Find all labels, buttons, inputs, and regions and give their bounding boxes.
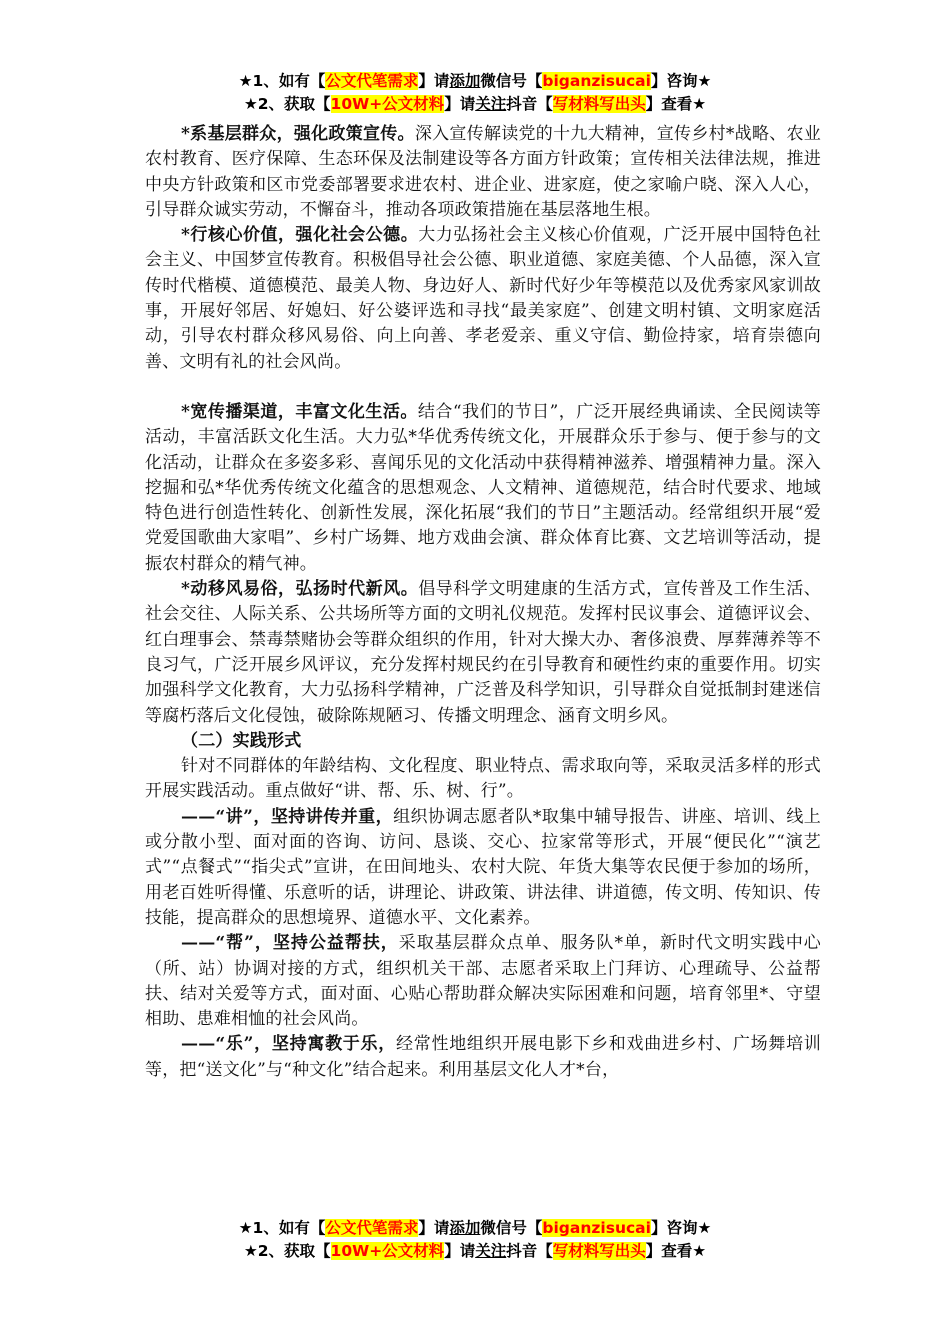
banner-line-2 [0,1240,950,1263]
paragraph-heading: *动移风易俗，弘扬时代新风。 [181,579,419,600]
banner-text: 】请 [418,1219,450,1237]
highlight-text: 10W+公文材料 [330,1242,445,1260]
paragraph-heading: *宽传播渠道，丰富文化生活。 [181,401,418,422]
section-title: （二）实践形式 [181,730,302,751]
banner-text: 抖音【 [506,1242,553,1260]
douyin-id-highlight: 写材料写出头 [552,95,646,113]
paragraph [145,931,821,1032]
paragraph-text: 组织协调志愿者队*取集中辅导报告、讲座、培训、线上或分散小型、面对面的咨询、访问、恳谈、交心、拉家常等形式，开展“便民化”“演艺式”“点餐式”“指尖式”宣讲，在田间地头、农村大院、年货大集等农民便于参加的场所，用老百姓听得懂、乐意听的话，讲理论、讲政策、讲法律、讲道德，传文明、传知识、传技能，提高群众的思想境界、道德水平、文化素养。 [145,806,821,928]
wechat-id-highlight: biganzisucai [542,72,651,90]
paragraph-heading: *系基层群众，强化政策宣传。 [181,124,415,144]
banner-text: 微信号【 [480,1219,543,1237]
highlight-text: 10W+公文材料 [330,95,445,113]
paragraph-heading: ——“帮”，坚持公益帮扶， [181,933,399,954]
paragraph-text: 大力弘扬社会主义核心价值观，广泛开展中国特色社会主义、中国梦宣传教育。积极倡导社会公德、职业道德、家庭美德、个人品德，深入宣传时代楷模、道德模范、最美人物、身边好人、新时代好少年等模范以及优秀家风家训故事，开展好邻居、好媳妇、好公婆评选和寻找“最美家庭”、创建文明村镇、文明家庭活动，引导农村群众移风易俗、向上向善、孝老爱亲、重义守信、勤俭持家，培育崇德向善、文明有礼的社会风尚。 [145,225,821,372]
underlined-text: 关注 [475,95,507,113]
underlined-text: 添加 [449,1219,481,1237]
paragraph-heading: ——“讲”，坚持讲传并重， [181,806,394,827]
wechat-id-highlight: biganzisucai [542,1219,651,1237]
paragraph-text: 经常性地组织开展电影下乡和戏曲进乡村、广场舞培训等，把“送文化”与“种文化”结合起来。利用基层文化人才*台， [145,1034,821,1080]
banner-text: 】请 [444,1242,476,1260]
banner-text: 】咨询★ [650,1219,712,1237]
banner-text: ★1、如有【 [238,1219,326,1237]
paragraph [145,400,821,577]
banner-text: 】查看★ [645,95,707,113]
paragraph [145,223,821,375]
underlined-text: 添加 [449,72,481,90]
paragraph [145,805,821,931]
paragraph-text: 针对不同群体的年龄结构、文化程度、职业特点、需求取向等，采取灵活多样的形式开展实践活动。重点做好“讲、帮、乐、树、行”。 [145,756,821,802]
underlined-text: 关注 [475,1242,507,1260]
paragraph-text: 倡导科学文明建康的生活方式，宣传普及工作生活、社会交往、人际关系、公共场所等方面的文明礼仪规范。发挥村民议事会、道德评议会、红白理事会、禁毒禁赌协会等群众组织的作用，针对大操大办、奢侈浪费、厚葬薄养等不良习气，广泛开展乡风评议，充分发挥村规民约在引导教育和硬性约束的重要作用。切实加强科学文化教育，大力弘扬科学精神，广泛普及科学知识，引导群众自觉抵制封建迷信等腐朽落后文化侵蚀，破除陈规陋习、传播文明理念、涵育文明乡风。 [145,579,821,726]
banner-text: 】请 [444,95,476,113]
banner-text: 抖音【 [506,95,553,113]
paragraph-text: 采取基层群众点单、服务队*单，新时代文明实践中心（所、站）协调对接的方式，组织机关干部、志愿者采取上门拜访、心理疏导、公益帮扶、结对关爱等方式，面对面、心贴心帮助群众解决实际困难和问题，培育邻里*、守望相助、患难相恤的社会风尚。 [145,933,821,1030]
paragraph-text: 深入宣传解读党的十九大精神，宣传乡村*战略、农业农村教育、医疗保障、生态环保及法制建设等各方面方针政策；宣传相关法律法规，推进中央方针政策和区市党委部署要求进农村、进企业、进家庭，使之家喻户晓、深入人心，引导群众诚实劳动，不懈奋斗，推动各项政策措施在基层落地生根。 [145,124,821,220]
banner-line-2 [0,93,950,116]
banner-text: 微信号【 [480,72,543,90]
banner-text: 】请 [418,72,450,90]
section-heading [145,729,821,754]
douyin-id-highlight: 写材料写出头 [552,1242,646,1260]
banner-text: 】咨询★ [650,72,712,90]
header-banner [0,70,950,116]
paragraph [145,754,821,805]
highlight-text: 公文代笔需求 [325,72,419,90]
banner-text: ★1、如有【 [238,72,326,90]
banner-line-1 [0,70,950,93]
paragraph [145,577,821,729]
highlight-text: 公文代笔需求 [325,1219,419,1237]
paragraph [145,122,821,223]
paragraph [145,1032,821,1083]
footer-banner [0,1217,950,1263]
banner-line-1 [0,1217,950,1240]
paragraph-heading: *行核心价值，强化社会公德。 [181,225,419,246]
banner-text: ★2、获取【 [243,1242,331,1260]
paragraph-text: 结合“我们的节日”，广泛开展经典诵读、全民阅读等活动，丰富活跃文化生活。大力弘*华优秀传统文化，开展群众乐于参与、便于参与的文化活动，让群众在多姿多彩、喜闻乐见的文化活动中获得精神滋养、增强精神力量。深入挖掘和弘*华优秀传统文化蕴含的思想观念、人文精神、道德规范，结合时代要求、地域特色进行创造性转化、创新性发展，深化拓展“我们的节日”主题活动。经常组织开展“爱党爱国歌曲大家唱”、乡村广场舞、地方戏曲会演、群众体育比赛、文艺培训等活动，提振农村群众的精气神。 [145,401,821,574]
document-body [145,122,821,1083]
banner-text: ★2、获取【 [243,95,331,113]
paragraph-heading: ——“乐”，坚持寓教于乐， [181,1034,396,1055]
banner-text: 】查看★ [645,1242,707,1260]
